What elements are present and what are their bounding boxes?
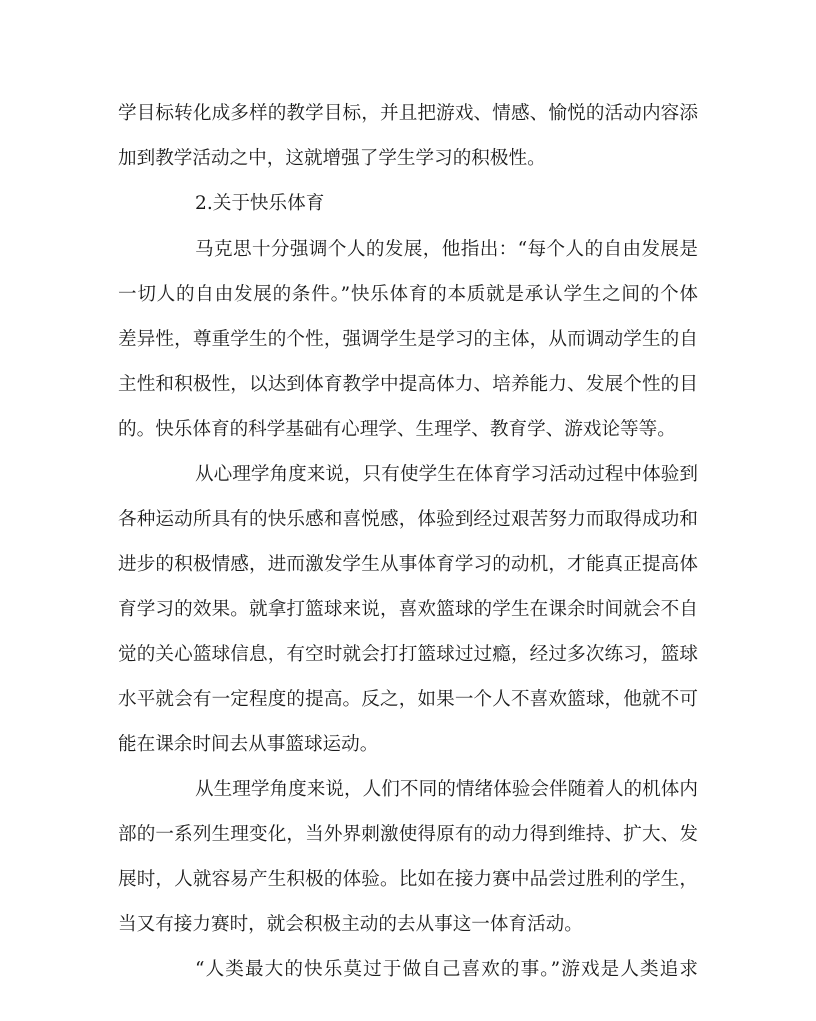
text-line: 水平就会有一定程度的提高。反之，如果一个人不喜欢篮球，他就不可 — [118, 689, 698, 710]
text-line: 育学习的效果。就拿打篮球来说，喜欢篮球的学生在课余时间就会不自 — [118, 599, 698, 620]
text-line: 从生理学角度来说，人们不同的情绪体验会伴随着人的机体内 — [195, 779, 698, 800]
text-line: 的。快乐体育的科学基础有心理学、生理学、教育学、游戏论等等。 — [118, 419, 676, 440]
text-line: 能在课余时间去从事篮球运动。 — [118, 734, 379, 755]
text-line: 一切人的自由发展的条件。”快乐体育的本质就是承认学生之间的个体 — [118, 284, 698, 305]
text-line: 进步的积极情感，进而激发学生从事体育学习的动机，才能真正提高体 — [118, 554, 698, 575]
section-heading: 2.关于快乐体育 — [195, 193, 325, 214]
text-line: 学目标转化成多样的教学目标，并且把游戏、情感、愉悦的活动内容添 — [118, 103, 698, 124]
text-line: 差异性，尊重学生的个性，强调学生是学习的主体，从而调动学生的自 — [118, 329, 698, 350]
text-line: 马克思十分强调个人的发展，他指出：“每个人的自由发展是 — [195, 239, 698, 260]
text-line: 加到教学活动之中，这就增强了学生学习的积极性。 — [118, 148, 546, 169]
text-line: 主性和积极性，以达到体育教学中提高体力、培养能力、发展个性的目 — [118, 374, 698, 395]
text-line: 部的一系列生理变化，当外界刺激使得原有的动力得到维持、扩大、发 — [118, 824, 698, 845]
text-line: 从心理学角度来说，只有使学生在体育学习活动过程中体验到 — [195, 464, 698, 485]
text-line: 各种运动所具有的快乐感和喜悦感，体验到经过艰苦努力而取得成功和 — [118, 509, 698, 530]
text-line: 当又有接力赛时，就会积极主动的去从事这一体育活动。 — [118, 914, 583, 935]
text-line: “人类最大的快乐莫过于做自己喜欢的事。”游戏是人类追求 — [195, 959, 698, 980]
text-line: 展时，人就容易产生积极的体验。比如在接力赛中品尝过胜利的学生， — [118, 869, 698, 890]
text-line: 觉的关心篮球信息，有空时就会打打篮球过过瘾，经过多次练习，篮球 — [118, 644, 698, 665]
